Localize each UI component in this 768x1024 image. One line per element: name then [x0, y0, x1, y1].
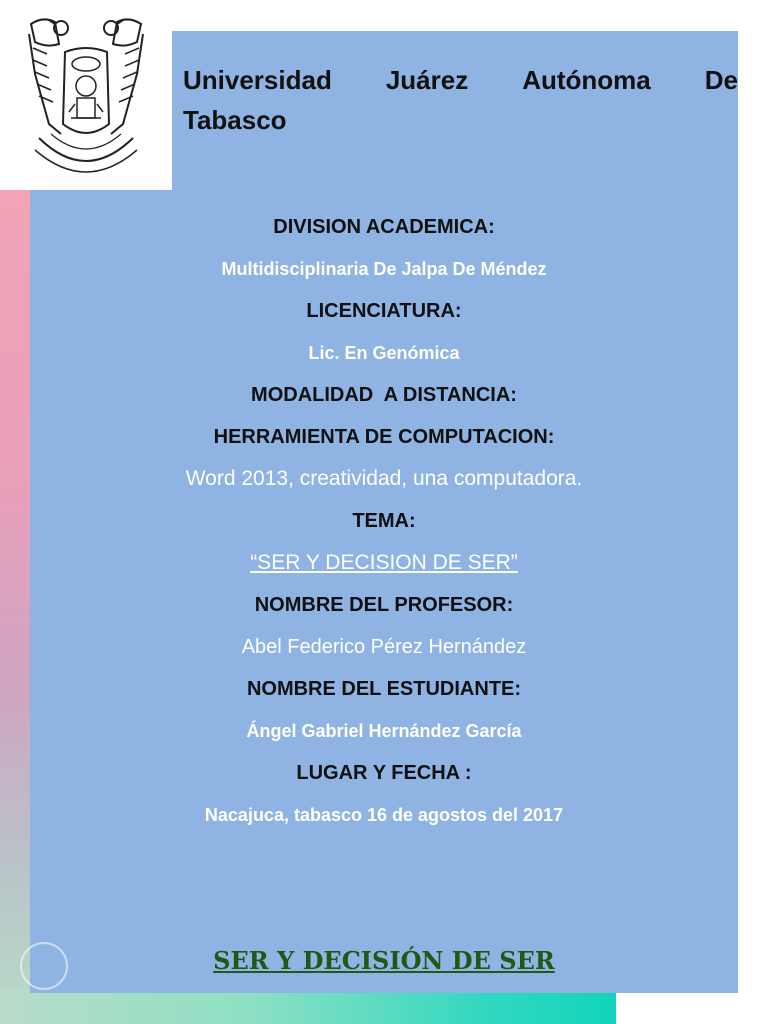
bottom-gradient-stripe — [0, 990, 616, 1024]
title-word: Autónoma — [522, 65, 651, 95]
licenciatura-value: Lic. En Genómica — [308, 343, 460, 363]
tema-value: “SER Y DECISION DE SER” — [250, 551, 518, 574]
university-title-line2: Tabasco — [183, 105, 287, 135]
title-word: Juárez — [385, 65, 469, 95]
title-word: Universidad — [183, 65, 332, 95]
modalidad-label: MODALIDAD A DISTANCIA: — [251, 384, 517, 406]
division-label: DIVISION ACADEMICA: — [273, 216, 495, 238]
title-word: De — [704, 65, 738, 95]
division-value: Multidisciplinaria De Jalpa De Méndez — [221, 259, 547, 279]
tema-label: TEMA: — [352, 510, 416, 532]
cover-fields — [30, 208, 738, 838]
university-seal — [3, 0, 172, 190]
estudiante-label: NOMBRE DEL ESTUDIANTE: — [246, 678, 522, 700]
lugar-label: LUGAR Y FECHA : — [296, 762, 472, 784]
lugar-value: Nacajuca, tabasco 16 de agostos del 2017 — [204, 805, 564, 825]
licenciatura-label: LICENCIATURA: — [306, 300, 462, 322]
footer-title: SER Y DECISIÓN DE SER — [213, 946, 555, 975]
profesor-label: NOMBRE DEL PROFESOR: — [254, 594, 514, 616]
university-title — [183, 60, 738, 140]
herramienta-value: Word 2013, creatividad, una computadora. — [185, 467, 583, 490]
university-seal-icon — [25, 14, 147, 186]
estudiante-value: Ángel Gabriel Hernández García — [246, 721, 522, 741]
profesor-value: Abel Federico Pérez Hernández — [241, 636, 527, 658]
university-title-line1 — [183, 60, 738, 100]
herramienta-label: HERRAMIENTA DE COMPUTACION: — [213, 426, 555, 448]
